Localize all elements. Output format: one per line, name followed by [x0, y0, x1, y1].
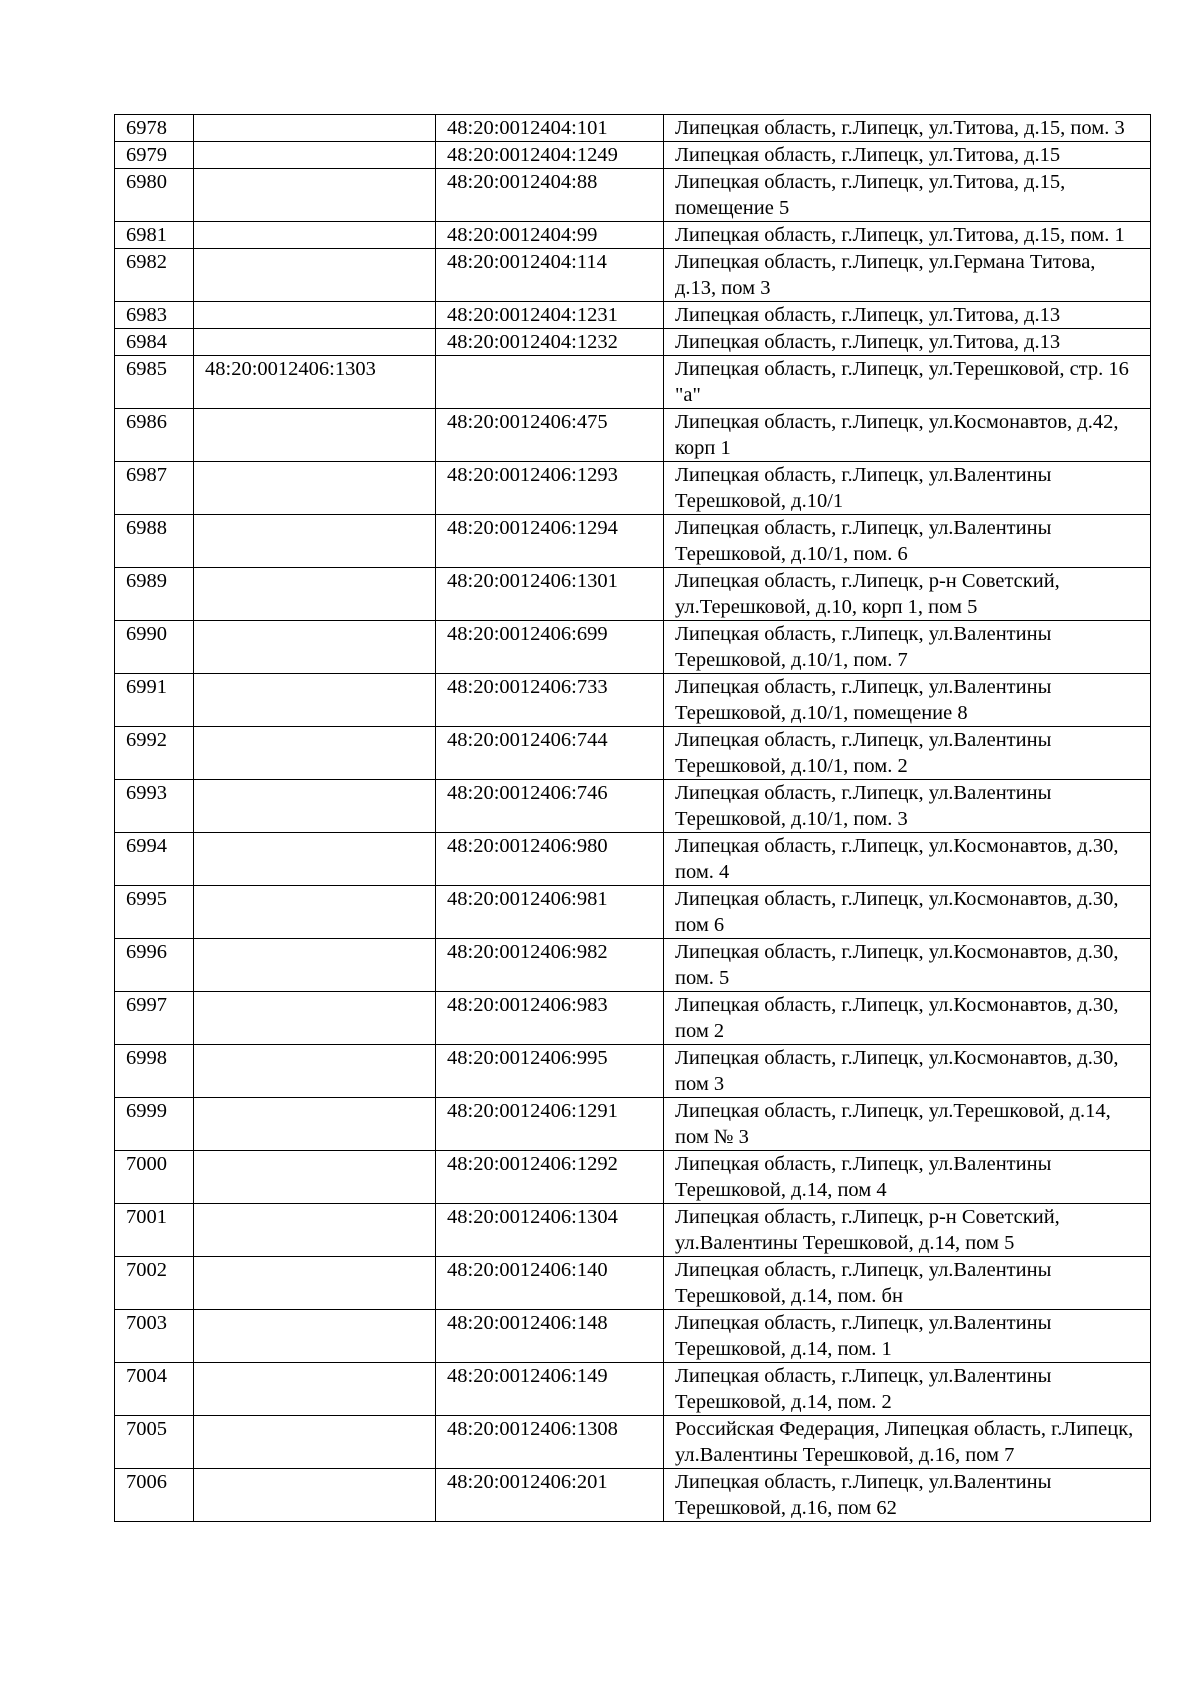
row-number-cell: 6998 [115, 1045, 194, 1098]
table-row [115, 169, 1151, 222]
address-cell: Липецкая область, г.Липецк, ул.Валентины Терешковой, д.14, пом. бн [664, 1257, 1151, 1310]
table-row [115, 302, 1151, 329]
land-cadastral-number-cell [194, 1204, 436, 1257]
table-row [115, 462, 1151, 515]
row-number-cell: 6988 [115, 515, 194, 568]
row-number-cell: 6990 [115, 621, 194, 674]
address-cell: Липецкая область, г.Липецк, ул.Валентины Терешковой, д.14, пом. 2 [664, 1363, 1151, 1416]
land-cadastral-number-cell [194, 515, 436, 568]
object-cadastral-number-cell: 48:20:0012406:1308 [436, 1416, 664, 1469]
table-row [115, 780, 1151, 833]
table-row [115, 356, 1151, 409]
table-row [115, 142, 1151, 169]
land-cadastral-number-cell [194, 115, 436, 142]
row-number-cell: 6996 [115, 939, 194, 992]
row-number-cell: 6991 [115, 674, 194, 727]
address-cell: Липецкая область, г.Липецк, ул.Космонавтов, д.30, пом. 5 [664, 939, 1151, 992]
table-row [115, 992, 1151, 1045]
row-number-cell: 6989 [115, 568, 194, 621]
land-cadastral-number-cell [194, 462, 436, 515]
object-cadastral-number-cell: 48:20:0012404:88 [436, 169, 664, 222]
land-cadastral-number-cell [194, 568, 436, 621]
address-cell: Липецкая область, г.Липецк, ул.Терешковой, стр. 16 "а" [664, 356, 1151, 409]
address-cell: Липецкая область, г.Липецк, ул.Космонавтов, д.42, корп 1 [664, 409, 1151, 462]
object-cadastral-number-cell: 48:20:0012406:995 [436, 1045, 664, 1098]
land-cadastral-number-cell [194, 727, 436, 780]
land-cadastral-number-cell [194, 222, 436, 249]
table-row [115, 886, 1151, 939]
row-number-cell: 6987 [115, 462, 194, 515]
row-number-cell: 6985 [115, 356, 194, 409]
table-row [115, 1363, 1151, 1416]
address-cell: Липецкая область, г.Липецк, ул.Космонавтов, д.30, пом. 4 [664, 833, 1151, 886]
land-cadastral-number-cell [194, 1310, 436, 1363]
address-cell: Липецкая область, г.Липецк, ул.Валентины Терешковой, д.10/1 [664, 462, 1151, 515]
object-cadastral-number-cell: 48:20:0012406:1292 [436, 1151, 664, 1204]
land-cadastral-number-cell [194, 409, 436, 462]
land-cadastral-number-cell [194, 674, 436, 727]
land-cadastral-number-cell [194, 1469, 436, 1522]
table-row [115, 329, 1151, 356]
row-number-cell: 6999 [115, 1098, 194, 1151]
table-row [115, 1310, 1151, 1363]
table-row [115, 1098, 1151, 1151]
land-cadastral-number-cell [194, 939, 436, 992]
land-cadastral-number-cell [194, 249, 436, 302]
table-row [115, 621, 1151, 674]
object-cadastral-number-cell: 48:20:0012406:201 [436, 1469, 664, 1522]
land-cadastral-number-cell [194, 142, 436, 169]
table-row [115, 1204, 1151, 1257]
row-number-cell: 7005 [115, 1416, 194, 1469]
table-row [115, 833, 1151, 886]
address-cell: Липецкая область, г.Липецк, ул.Валентины Терешковой, д.10/1, пом. 2 [664, 727, 1151, 780]
row-number-cell: 6981 [115, 222, 194, 249]
object-cadastral-number-cell: 48:20:0012404:99 [436, 222, 664, 249]
row-number-cell: 6984 [115, 329, 194, 356]
table-row [115, 939, 1151, 992]
row-number-cell: 7006 [115, 1469, 194, 1522]
object-cadastral-number-cell: 48:20:0012406:982 [436, 939, 664, 992]
table-row [115, 1416, 1151, 1469]
address-cell: Липецкая область, г.Липецк, ул.Титова, д.13 [664, 302, 1151, 329]
row-number-cell: 7004 [115, 1363, 194, 1416]
land-cadastral-number-cell [194, 169, 436, 222]
object-cadastral-number-cell: 48:20:0012406:983 [436, 992, 664, 1045]
address-cell: Липецкая область, г.Липецк, ул.Титова, д.15, пом. 3 [664, 115, 1151, 142]
address-cell: Липецкая область, г.Липецк, ул.Валентины Терешковой, д.10/1, пом. 3 [664, 780, 1151, 833]
table-row [115, 1151, 1151, 1204]
address-cell: Липецкая область, г.Липецк, р-н Советский, ул.Терешковой, д.10, корп 1, пом 5 [664, 568, 1151, 621]
row-number-cell: 6994 [115, 833, 194, 886]
object-cadastral-number-cell: 48:20:0012406:981 [436, 886, 664, 939]
land-cadastral-number-cell [194, 302, 436, 329]
row-number-cell: 6983 [115, 302, 194, 329]
row-number-cell: 6979 [115, 142, 194, 169]
object-cadastral-number-cell: 48:20:0012406:699 [436, 621, 664, 674]
address-cell: Липецкая область, г.Липецк, ул.Валентины Терешковой, д.16, пом 62 [664, 1469, 1151, 1522]
row-number-cell: 6980 [115, 169, 194, 222]
table-row [115, 515, 1151, 568]
table-row [115, 115, 1151, 142]
object-cadastral-number-cell: 48:20:0012406:1301 [436, 568, 664, 621]
land-cadastral-number-cell [194, 1045, 436, 1098]
land-cadastral-number-cell [194, 1151, 436, 1204]
address-cell: Липецкая область, г.Липецк, ул.Валентины Терешковой, д.10/1, помещение 8 [664, 674, 1151, 727]
table-row [115, 222, 1151, 249]
object-cadastral-number-cell: 48:20:0012406:149 [436, 1363, 664, 1416]
address-cell: Липецкая область, г.Липецк, ул.Космонавтов, д.30, пом 6 [664, 886, 1151, 939]
address-cell: Липецкая область, г.Липецк, ул.Германа Титова, д.13, пом 3 [664, 249, 1151, 302]
object-cadastral-number-cell: 48:20:0012406:744 [436, 727, 664, 780]
object-cadastral-number-cell: 48:20:0012406:733 [436, 674, 664, 727]
object-cadastral-number-cell: 48:20:0012406:980 [436, 833, 664, 886]
address-cell: Липецкая область, г.Липецк, ул.Титова, д.15, пом. 1 [664, 222, 1151, 249]
address-cell: Липецкая область, г.Липецк, ул.Титова, д.15, помещение 5 [664, 169, 1151, 222]
row-number-cell: 7001 [115, 1204, 194, 1257]
land-cadastral-number-cell [194, 1416, 436, 1469]
address-cell: Липецкая область, г.Липецк, ул.Космонавтов, д.30, пом 3 [664, 1045, 1151, 1098]
object-cadastral-number-cell: 48:20:0012406:1304 [436, 1204, 664, 1257]
address-cell: Липецкая область, г.Липецк, р-н Советский, ул.Валентины Терешковой, д.14, пом 5 [664, 1204, 1151, 1257]
registry-table [114, 114, 1151, 1522]
land-cadastral-number-cell [194, 992, 436, 1045]
land-cadastral-number-cell [194, 621, 436, 674]
object-cadastral-number-cell: 48:20:0012404:1232 [436, 329, 664, 356]
object-cadastral-number-cell: 48:20:0012406:746 [436, 780, 664, 833]
address-cell: Российская Федерация, Липецкая область, г.Липецк, ул.Валентины Терешковой, д.16, пом 7 [664, 1416, 1151, 1469]
address-cell: Липецкая область, г.Липецк, ул.Валентины Терешковой, д.10/1, пом. 7 [664, 621, 1151, 674]
land-cadastral-number-cell [194, 1098, 436, 1151]
object-cadastral-number-cell: 48:20:0012406:475 [436, 409, 664, 462]
row-number-cell: 6995 [115, 886, 194, 939]
table-row [115, 1469, 1151, 1522]
object-cadastral-number-cell: 48:20:0012406:1293 [436, 462, 664, 515]
row-number-cell: 6982 [115, 249, 194, 302]
address-cell: Липецкая область, г.Липецк, ул.Валентины Терешковой, д.14, пом 4 [664, 1151, 1151, 1204]
object-cadastral-number-cell [436, 356, 664, 409]
object-cadastral-number-cell: 48:20:0012406:1294 [436, 515, 664, 568]
row-number-cell: 6986 [115, 409, 194, 462]
land-cadastral-number-cell [194, 833, 436, 886]
registry-table-body [115, 115, 1151, 1522]
land-cadastral-number-cell [194, 780, 436, 833]
address-cell: Липецкая область, г.Липецк, ул.Терешковой, д.14, пом № 3 [664, 1098, 1151, 1151]
object-cadastral-number-cell: 48:20:0012404:1231 [436, 302, 664, 329]
table-row [115, 1257, 1151, 1310]
land-cadastral-number-cell [194, 886, 436, 939]
row-number-cell: 6978 [115, 115, 194, 142]
row-number-cell: 6992 [115, 727, 194, 780]
row-number-cell: 7002 [115, 1257, 194, 1310]
land-cadastral-number-cell [194, 1257, 436, 1310]
row-number-cell: 6997 [115, 992, 194, 1045]
table-row [115, 249, 1151, 302]
address-cell: Липецкая область, г.Липецк, ул.Титова, д.15 [664, 142, 1151, 169]
row-number-cell: 7000 [115, 1151, 194, 1204]
address-cell: Липецкая область, г.Липецк, ул.Валентины Терешковой, д.10/1, пом. 6 [664, 515, 1151, 568]
table-row [115, 727, 1151, 780]
object-cadastral-number-cell: 48:20:0012404:1249 [436, 142, 664, 169]
object-cadastral-number-cell: 48:20:0012406:140 [436, 1257, 664, 1310]
address-cell: Липецкая область, г.Липецк, ул.Космонавтов, д.30, пом 2 [664, 992, 1151, 1045]
address-cell: Липецкая область, г.Липецк, ул.Валентины Терешковой, д.14, пом. 1 [664, 1310, 1151, 1363]
table-row [115, 409, 1151, 462]
land-cadastral-number-cell [194, 329, 436, 356]
row-number-cell: 6993 [115, 780, 194, 833]
table-row [115, 568, 1151, 621]
row-number-cell: 7003 [115, 1310, 194, 1363]
land-cadastral-number-cell [194, 1363, 436, 1416]
object-cadastral-number-cell: 48:20:0012406:1291 [436, 1098, 664, 1151]
object-cadastral-number-cell: 48:20:0012406:148 [436, 1310, 664, 1363]
address-cell: Липецкая область, г.Липецк, ул.Титова, д.13 [664, 329, 1151, 356]
object-cadastral-number-cell: 48:20:0012404:101 [436, 115, 664, 142]
land-cadastral-number-cell: 48:20:0012406:1303 [194, 356, 436, 409]
table-row [115, 1045, 1151, 1098]
object-cadastral-number-cell: 48:20:0012404:114 [436, 249, 664, 302]
table-row [115, 674, 1151, 727]
